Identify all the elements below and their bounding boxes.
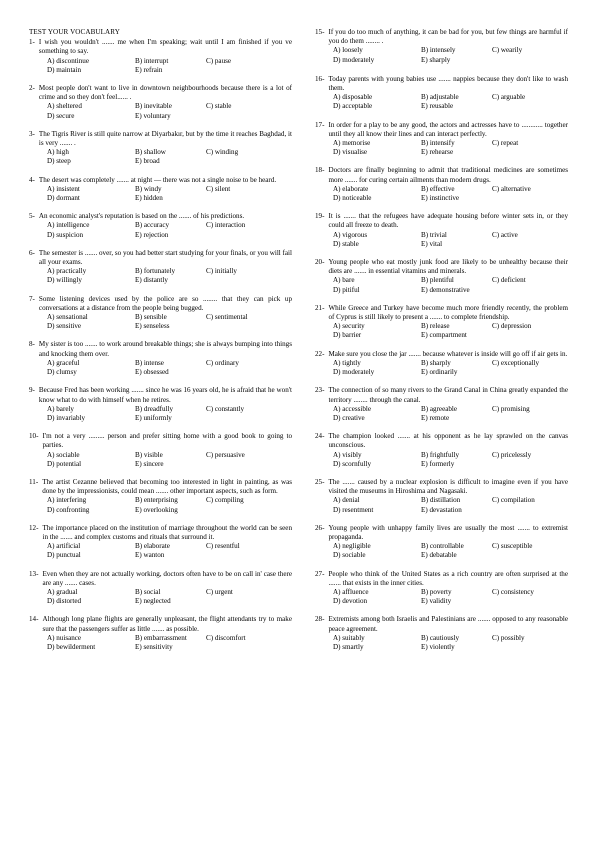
question-item	[29, 386, 292, 423]
answer-option: B) adjustable	[421, 93, 459, 102]
question-text: Young people who eat mostly junk food are likely to be unhealthy because their diets are ....... in essential vitamins and minerals.	[328, 258, 568, 276]
question-text: My sister is too ....... to work around breakable things; she is always bumping into things and knocking them over.	[38, 340, 292, 358]
answer-option: D) invariably	[47, 413, 86, 422]
question-number: 15-	[315, 28, 325, 36]
answer-option: B) enterprising	[135, 496, 178, 505]
answer-option: E) broad	[135, 157, 160, 166]
question-stem	[29, 38, 292, 56]
answer-option: D) sociable	[333, 551, 366, 560]
question-item	[315, 28, 568, 65]
question-item	[315, 350, 568, 378]
question-text: Most people don't want to live in downtown neighbourhoods because there is a lot of crime and so they don't feel...... .	[38, 84, 292, 102]
answer-option: D) secure	[47, 111, 75, 120]
answer-options	[315, 276, 568, 294]
answer-option: E) debatable	[421, 551, 457, 560]
left-column	[29, 28, 292, 652]
answer-options	[29, 221, 292, 239]
question-item	[29, 249, 292, 286]
question-stem	[29, 212, 292, 221]
question-text: The champion looked ....... at his opponent as he lay sprawled on the canvas unconscious.	[328, 432, 568, 450]
answer-option: E) senseless	[135, 322, 170, 331]
question-item	[29, 432, 292, 469]
answer-option: A) practically	[47, 267, 87, 276]
question-text: The ....... caused by a nuclear explosion is difficult to imagine even if you have visited the museums in Hiroshima and Nagasaki.	[328, 477, 568, 496]
question-number: 4-	[29, 175, 35, 184]
question-number: 7-	[29, 294, 35, 303]
answer-option: B) social	[135, 587, 161, 596]
answer-option: B) elaborate	[135, 542, 170, 551]
answer-option: E) remote	[421, 413, 450, 422]
question-item	[29, 130, 292, 167]
answer-option: C) possibly	[492, 633, 525, 642]
answer-option: E) obsessed	[135, 368, 169, 377]
answer-option: E) demonstrative	[421, 285, 470, 294]
answer-option: D) scornfully	[333, 459, 372, 468]
question-number: 10-	[29, 432, 39, 441]
question-text: Some listening devices used by the police are so ........ that they can pick up conversations at a distance from the people being bugged.	[38, 294, 292, 312]
question-item	[315, 478, 568, 515]
question-number: 20-	[315, 258, 325, 267]
question-item	[315, 212, 568, 249]
answer-option: B) agreeable	[421, 404, 458, 413]
answer-option: A) tightly	[333, 358, 361, 367]
answer-option: D) acceptable	[333, 102, 373, 111]
answer-option: B) accuracy	[135, 221, 170, 230]
answer-option: D) pitiful	[333, 285, 360, 294]
answer-option: E) voluntary	[135, 111, 171, 120]
answer-options	[29, 102, 292, 120]
answer-option: B) sharply	[421, 358, 451, 367]
answer-option: C) consistency	[492, 587, 534, 596]
answer-option: A) vigorous	[333, 230, 368, 239]
right-column	[315, 28, 568, 652]
question-number: 17-	[315, 120, 325, 129]
answer-option: A) memorise	[333, 139, 371, 148]
answer-options	[29, 185, 292, 203]
question-number: 6-	[29, 248, 35, 257]
answer-option: E) sensitivity	[135, 642, 173, 651]
question-number: 24-	[315, 432, 325, 441]
answer-options	[29, 588, 292, 606]
question-number: 19-	[315, 212, 325, 221]
answer-option: E) uniformly	[135, 413, 172, 422]
question-stem	[29, 176, 292, 185]
question-number: 26-	[315, 523, 325, 532]
answer-options	[315, 46, 568, 64]
question-stem	[315, 212, 568, 230]
answer-option: B) plentiful	[421, 276, 454, 285]
answer-option: A) denial	[333, 496, 360, 505]
question-number: 14-	[29, 615, 39, 624]
answer-option: B) effective	[421, 184, 455, 193]
answer-option: D) confronting	[47, 505, 90, 514]
answer-option: C) constantly	[206, 404, 245, 413]
answer-options	[315, 634, 568, 652]
question-item	[29, 212, 292, 240]
question-item	[29, 570, 292, 607]
answer-option: C) compilation	[492, 496, 535, 505]
answer-options	[315, 231, 568, 249]
question-number: 22-	[315, 349, 325, 358]
answer-option: E) compartment	[421, 331, 467, 340]
answer-option: A) security	[333, 322, 365, 331]
answer-option: D) noticeable	[333, 194, 372, 203]
answer-option: C) deficient	[492, 276, 526, 285]
question-text: While Greece and Turkey have become much more friendly recently, the problem of Cyprus is still likely to present a ....... to complete friendship.	[328, 303, 568, 322]
answer-options	[29, 634, 292, 652]
question-stem	[315, 478, 568, 496]
answer-option: B) inevitable	[135, 102, 172, 111]
answer-option: B) visible	[135, 450, 163, 459]
answer-option: C) pricelessly	[492, 450, 532, 459]
answer-option: B) trivial	[421, 230, 447, 239]
question-number: 5-	[29, 212, 35, 221]
answer-option: D) potential	[47, 459, 82, 468]
question-item	[315, 615, 568, 652]
answer-option: A) affluence	[333, 587, 369, 596]
question-number: 21-	[315, 303, 325, 312]
answer-option: B) controllable	[421, 542, 464, 551]
answer-option: E) vital	[421, 239, 443, 248]
answer-option: E) neglected	[135, 597, 171, 606]
answer-option: E) instinctive	[421, 194, 460, 203]
answer-option: E) distantly	[135, 276, 168, 285]
question-text: The importance placed on the institution of marriage throughout the world can be seen in the ....... and complex customs and rituals that surround it.	[42, 523, 292, 541]
answer-option: B) windy	[135, 184, 162, 193]
answer-option: A) accessible	[333, 404, 372, 413]
answer-option: E) violently	[421, 642, 455, 651]
answer-option: A) visibly	[333, 450, 362, 459]
question-text: If you do too much of anything, it can be bad for you, but few things are harmful if you do them ........ .	[328, 28, 568, 46]
question-stem	[29, 130, 292, 148]
answer-option: A) negligible	[333, 542, 371, 551]
question-stem	[315, 121, 568, 139]
answer-options	[315, 322, 568, 340]
answer-options	[29, 267, 292, 285]
answer-option: D) sensitive	[47, 322, 82, 331]
answer-option: D) punctual	[47, 551, 81, 560]
question-text: The desert was completely ....... at night — there was not a single noise to be heard.	[38, 175, 277, 184]
answer-option: A) suitably	[333, 633, 365, 642]
answer-option: D) moderately	[333, 55, 375, 64]
answer-option: E) devastation	[421, 505, 462, 514]
question-number: 23-	[315, 386, 325, 395]
answer-option: C) stable	[206, 102, 232, 111]
question-item	[315, 386, 568, 423]
answer-option: C) alternative	[492, 184, 531, 193]
answer-option: E) sharply	[421, 55, 451, 64]
question-text: People who think of the United States as a rich country are often surprised at the ....... that exists in the inner cities.	[328, 569, 568, 587]
question-text: Today parents with young babies use ....... nappies because they don't like to wash them.	[328, 74, 568, 93]
answer-option: D) dormant	[47, 194, 80, 203]
answer-option: A) sheltered	[47, 102, 82, 111]
question-item	[29, 38, 292, 75]
answer-option: C) urgent	[206, 587, 233, 596]
answer-option: C) winding	[206, 148, 239, 157]
answer-option: E) rehearse	[421, 148, 454, 157]
answer-option: B) shallow	[135, 148, 166, 157]
question-item	[315, 121, 568, 158]
question-list-right	[315, 28, 568, 652]
answer-option: A) elaborate	[333, 184, 369, 193]
question-text: Extremists among both Israelis and Palestinians are ....... opposed to any reasonable peace agreement.	[328, 615, 568, 633]
answer-option: C) ordinary	[206, 358, 239, 367]
question-stem	[315, 28, 568, 46]
question-text: The artist Cezanne believed that becoming too interested in light in painting, as was done by the impressionists, could mean ....... other important aspects, such as form.	[42, 477, 292, 496]
question-stem	[29, 570, 292, 588]
question-text: Although long plane flights are generally unpleasant, the flight attendants try to make sure that the passengers suffer as little ....... as possible.	[42, 615, 292, 633]
answer-options	[29, 542, 292, 560]
question-item	[29, 295, 292, 332]
question-text: An economic analyst's reputation is based on the ....... of his predictions.	[38, 212, 245, 221]
answer-option: B) release	[421, 322, 450, 331]
answer-options	[29, 148, 292, 166]
answer-option: C) resentful	[206, 542, 240, 551]
question-stem	[315, 570, 568, 588]
answer-option: E) reusable	[421, 102, 454, 111]
question-text: Because Fred has been working ....... since he was 16 years old, he is afraid that he won't know what to do with himself when he retires.	[38, 386, 292, 404]
answer-option: D) maintain	[47, 65, 82, 74]
question-stem	[315, 304, 568, 322]
answer-option: B) frightfully	[421, 450, 460, 459]
answer-options	[29, 359, 292, 377]
question-stem	[315, 75, 568, 93]
answer-option: D) visualise	[333, 148, 368, 157]
answer-option: C) wearily	[492, 46, 523, 55]
answer-option: A) bare	[333, 276, 355, 285]
question-text: The Tigris River is still quite narrow at Diyarbakır, but by the time it reaches Baghdad, it is very ....... .	[38, 129, 292, 148]
question-number: 8-	[29, 340, 35, 349]
question-stem	[315, 166, 568, 184]
question-stem	[29, 295, 292, 313]
question-stem	[29, 386, 292, 404]
question-stem	[29, 524, 292, 542]
answer-options	[315, 496, 568, 514]
question-number: 13-	[29, 569, 39, 578]
answer-option: B) interrupt	[135, 56, 169, 65]
answer-option: D) smartly	[333, 642, 364, 651]
question-item	[29, 524, 292, 561]
question-list-left	[29, 38, 292, 652]
answer-option: A) graceful	[47, 358, 80, 367]
answer-option: D) devotion	[333, 597, 368, 606]
question-number: 2-	[29, 84, 35, 93]
question-item	[29, 340, 292, 377]
answer-options	[315, 451, 568, 469]
answer-option: B) dreadfully	[135, 404, 174, 413]
answer-option: B) embarrassment	[135, 633, 187, 642]
answer-option: A) high	[47, 148, 69, 157]
answer-option: C) active	[492, 230, 518, 239]
answer-option: E) formerly	[421, 459, 455, 468]
answer-option: B) intensify	[421, 139, 455, 148]
answer-option: E) sincere	[135, 459, 164, 468]
answer-option: D) barrier	[333, 331, 362, 340]
question-number: 28-	[315, 615, 325, 624]
answer-option: A) intelligence	[47, 221, 90, 230]
question-item	[315, 304, 568, 341]
answer-option: A) nuisance	[47, 633, 82, 642]
answer-option: A) discontinue	[47, 56, 89, 65]
answer-options	[315, 542, 568, 560]
question-number: 3-	[29, 129, 35, 138]
question-number: 18-	[315, 166, 325, 175]
question-text: It is ....... that the refugees have adequate housing before winter sets in, or they could all freeze to death.	[328, 212, 568, 230]
answer-option: A) disposable	[333, 93, 373, 102]
question-text: Doctors are finally beginning to admit that traditional medicines are sometimes more ....... for curing certain ailments than modern drugs.	[328, 166, 568, 184]
answer-option: E) overlooking	[135, 505, 178, 514]
question-number: 16-	[315, 74, 325, 83]
answer-option: A) sensational	[47, 313, 88, 322]
answer-option: C) susceptible	[492, 542, 533, 551]
question-stem	[315, 386, 568, 404]
answer-option: A) barely	[47, 404, 74, 413]
answer-option: A) interfering	[47, 496, 87, 505]
answer-options	[315, 139, 568, 157]
question-stem	[29, 84, 292, 102]
question-item	[315, 166, 568, 203]
question-number: 11-	[29, 477, 39, 486]
question-stem	[315, 432, 568, 450]
question-item	[29, 84, 292, 121]
page-title: TEST YOUR VOCABULARY	[29, 28, 120, 36]
answer-option: A) insistent	[47, 184, 80, 193]
answer-option: D) moderately	[333, 368, 375, 377]
question-stem	[315, 524, 568, 542]
answer-option: C) exceptionally	[492, 358, 540, 367]
question-text: Young people with unhappy family lives are usually the most ....... to extremist propaganda.	[328, 523, 568, 541]
question-item	[29, 615, 292, 652]
answer-option: D) resentment	[333, 505, 374, 514]
answer-option: A) sociable	[47, 450, 80, 459]
question-text: In order for a play to be any good, the actors and actresses have to ............ together until they all know their lines and can interact perfectly.	[328, 120, 568, 138]
answer-option: D) stable	[333, 239, 359, 248]
answer-option: B) fortunately	[135, 267, 175, 276]
answer-options	[29, 57, 292, 75]
question-item	[315, 75, 568, 112]
answer-option: C) compiling	[206, 496, 244, 505]
question-text: I'm not a very ......... person and prefer sitting home with a good book to going to parties.	[42, 432, 292, 450]
answer-option: A) artificial	[47, 542, 81, 551]
answer-option: C) discomfort	[206, 633, 246, 642]
question-item	[29, 478, 292, 515]
answer-option: D) bewilderment	[47, 642, 96, 651]
question-stem	[315, 258, 568, 276]
answer-options	[315, 93, 568, 111]
answer-option: B) sensible	[135, 313, 167, 322]
answer-options	[315, 405, 568, 423]
question-number: 25-	[315, 477, 325, 486]
answer-option: B) intensely	[421, 46, 456, 55]
question-text: The connection of so many rivers to the Grand Canal in China greatly expanded the territory ........ through the canal.	[328, 386, 568, 404]
answer-option: C) promising	[492, 404, 530, 413]
answer-option: E) wanton	[135, 551, 165, 560]
question-stem	[29, 478, 292, 496]
answer-option: A) gradual	[47, 587, 78, 596]
question-item	[315, 524, 568, 561]
question-number: 27-	[315, 569, 325, 578]
answer-option: E) validity	[421, 597, 452, 606]
answer-options	[29, 313, 292, 331]
question-stem	[29, 615, 292, 633]
question-number: 9-	[29, 386, 35, 395]
answer-options	[315, 588, 568, 606]
answer-option: C) persuasive	[206, 450, 245, 459]
question-text: The semester is ....... over, so you had better start studying for your finals, or you will fail all your exams.	[38, 248, 292, 267]
answer-option: D) steep	[47, 157, 71, 166]
answer-options	[315, 359, 568, 377]
question-text: Make sure you close the jar ....... because whatever is inside will go off if air gets in.	[328, 349, 568, 358]
question-number: 12-	[29, 523, 39, 532]
answer-option: B) poverty	[421, 587, 452, 596]
answer-option: C) silent	[206, 184, 231, 193]
question-number: 1-	[29, 38, 35, 47]
answer-options	[29, 451, 292, 469]
answer-option: B) distillation	[421, 496, 461, 505]
answer-option: C) initially	[206, 267, 237, 276]
question-item	[315, 432, 568, 469]
answer-option: E) ordinarily	[421, 368, 458, 377]
question-item	[315, 258, 568, 295]
answer-option: C) arguable	[492, 93, 526, 102]
answer-option: A) loosely	[333, 46, 363, 55]
answer-option: B) intense	[135, 358, 164, 367]
question-stem	[315, 350, 568, 359]
answer-option: C) repeat	[492, 139, 519, 148]
answer-option: C) depression	[492, 322, 532, 331]
answer-option: D) creative	[333, 413, 365, 422]
answer-options	[29, 496, 292, 514]
answer-option: D) willingly	[47, 276, 82, 285]
answer-option: E) refrain	[135, 65, 163, 74]
answer-options	[29, 405, 292, 423]
answer-option: C) interaction	[206, 221, 246, 230]
answer-option: C) pause	[206, 56, 232, 65]
question-stem	[29, 432, 292, 450]
answer-option: E) hidden	[135, 194, 163, 203]
answer-option: B) cautiously	[421, 633, 460, 642]
answer-option: D) suspicion	[47, 230, 84, 239]
question-item	[315, 570, 568, 607]
answer-option: C) sentimental	[206, 313, 248, 322]
answer-option: E) rejection	[135, 230, 169, 239]
question-item	[29, 176, 292, 204]
question-stem	[29, 249, 292, 267]
question-stem	[29, 340, 292, 358]
answer-option: D) clumsy	[47, 368, 77, 377]
answer-option: D) distorted	[47, 597, 82, 606]
answer-options	[315, 185, 568, 203]
question-stem	[315, 615, 568, 633]
question-text: I wish you wouldn't ....... me when I'm speaking; wait until I am finished if you ve something to say.	[38, 38, 292, 56]
question-text: Even when they are not actually working, doctors often have to be on call in' case there are any ....... cases.	[42, 569, 292, 587]
